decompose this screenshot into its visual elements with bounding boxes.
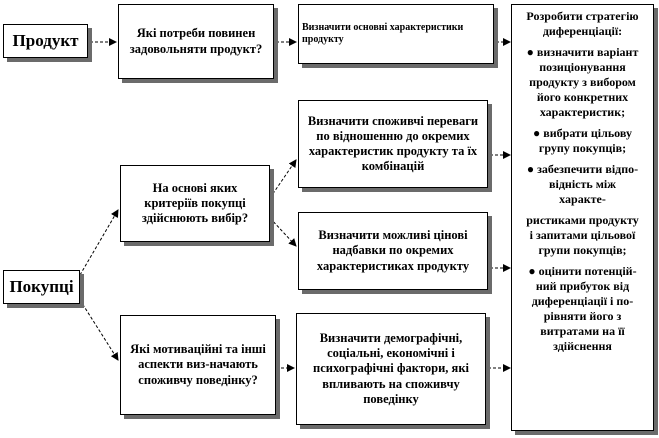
strategy-line-6: характеристик; <box>539 105 626 119</box>
strategy-line-1: диференціації: <box>542 24 623 38</box>
customers-box <box>3 270 80 304</box>
strategy-line-18: рівняти його з <box>543 309 622 323</box>
price-box <box>298 212 488 290</box>
needs-box <box>118 4 274 79</box>
strategy-line-3: позиціонування <box>539 60 626 74</box>
customers-label: Покупці <box>9 276 74 296</box>
preferences-box <box>298 100 488 188</box>
arrow-criteria-price <box>270 218 296 246</box>
demographic-label: Визначити демографічні, соціальні, економічні і психографічні фактори, які впливають на споживчу поведінку <box>313 330 469 406</box>
criteria-label: На основі яких критеріїв покупці здійснюють вибір? <box>141 180 249 226</box>
arrow-criteria-preferences <box>270 160 296 198</box>
motivation-label: Які мотиваційні та інші аспекти виз-начають споживчу поведінку? <box>130 342 266 387</box>
strategy-line-10: відність між <box>549 177 616 191</box>
strategy-line-5: його конкретних <box>536 90 629 104</box>
demographic-box <box>296 313 486 425</box>
arrow-customers-motivation <box>80 300 118 360</box>
characteristics-box <box>298 4 494 64</box>
price-label: Визначити можливі цінові надбавки по окремих характеристиках продукту <box>316 228 470 273</box>
strategy-line-13: і запитами цільової <box>529 228 636 242</box>
strategy-box <box>511 4 654 431</box>
strategy-line-11: характе- <box>559 192 606 206</box>
needs-label: Які потреби повинен задовольняти продукт? <box>129 26 263 56</box>
strategy-line-2: ● визначити варіант <box>526 45 639 59</box>
strategy-line-8: групу покупців; <box>538 141 627 155</box>
criteria-box <box>120 165 270 242</box>
strategy-line-4: продукту з вибором <box>529 75 636 89</box>
strategy-line-12: ристиками продукту <box>526 213 639 227</box>
arrow-customers-criteria <box>80 210 118 275</box>
strategy-line-15: ● оцінити потенцій- <box>528 264 637 278</box>
strategy-line-14: групи покупців; <box>538 243 627 257</box>
preferences-label: Визначити споживчі переваги по відношенню до окремих характеристик продукту та їх комбінацій <box>307 113 479 174</box>
strategy-line-17: диференціації і по- <box>531 294 634 308</box>
strategy-line-7: ● вибрати цільову <box>533 126 632 140</box>
product-label: Продукт <box>12 30 79 50</box>
strategy-line-9: ● забезпечити відпо- <box>526 162 639 176</box>
strategy-line-0: Розробити стратегію <box>526 9 639 23</box>
characteristics-label: Визначити основні характеристики продукту <box>302 21 464 45</box>
strategy-line-16: ний прибуток від <box>535 279 630 293</box>
motivation-box <box>120 315 276 415</box>
strategy-line-19: витратами на її <box>540 324 625 338</box>
product-box <box>3 24 88 58</box>
strategy-line-20: здійснення <box>553 339 612 353</box>
